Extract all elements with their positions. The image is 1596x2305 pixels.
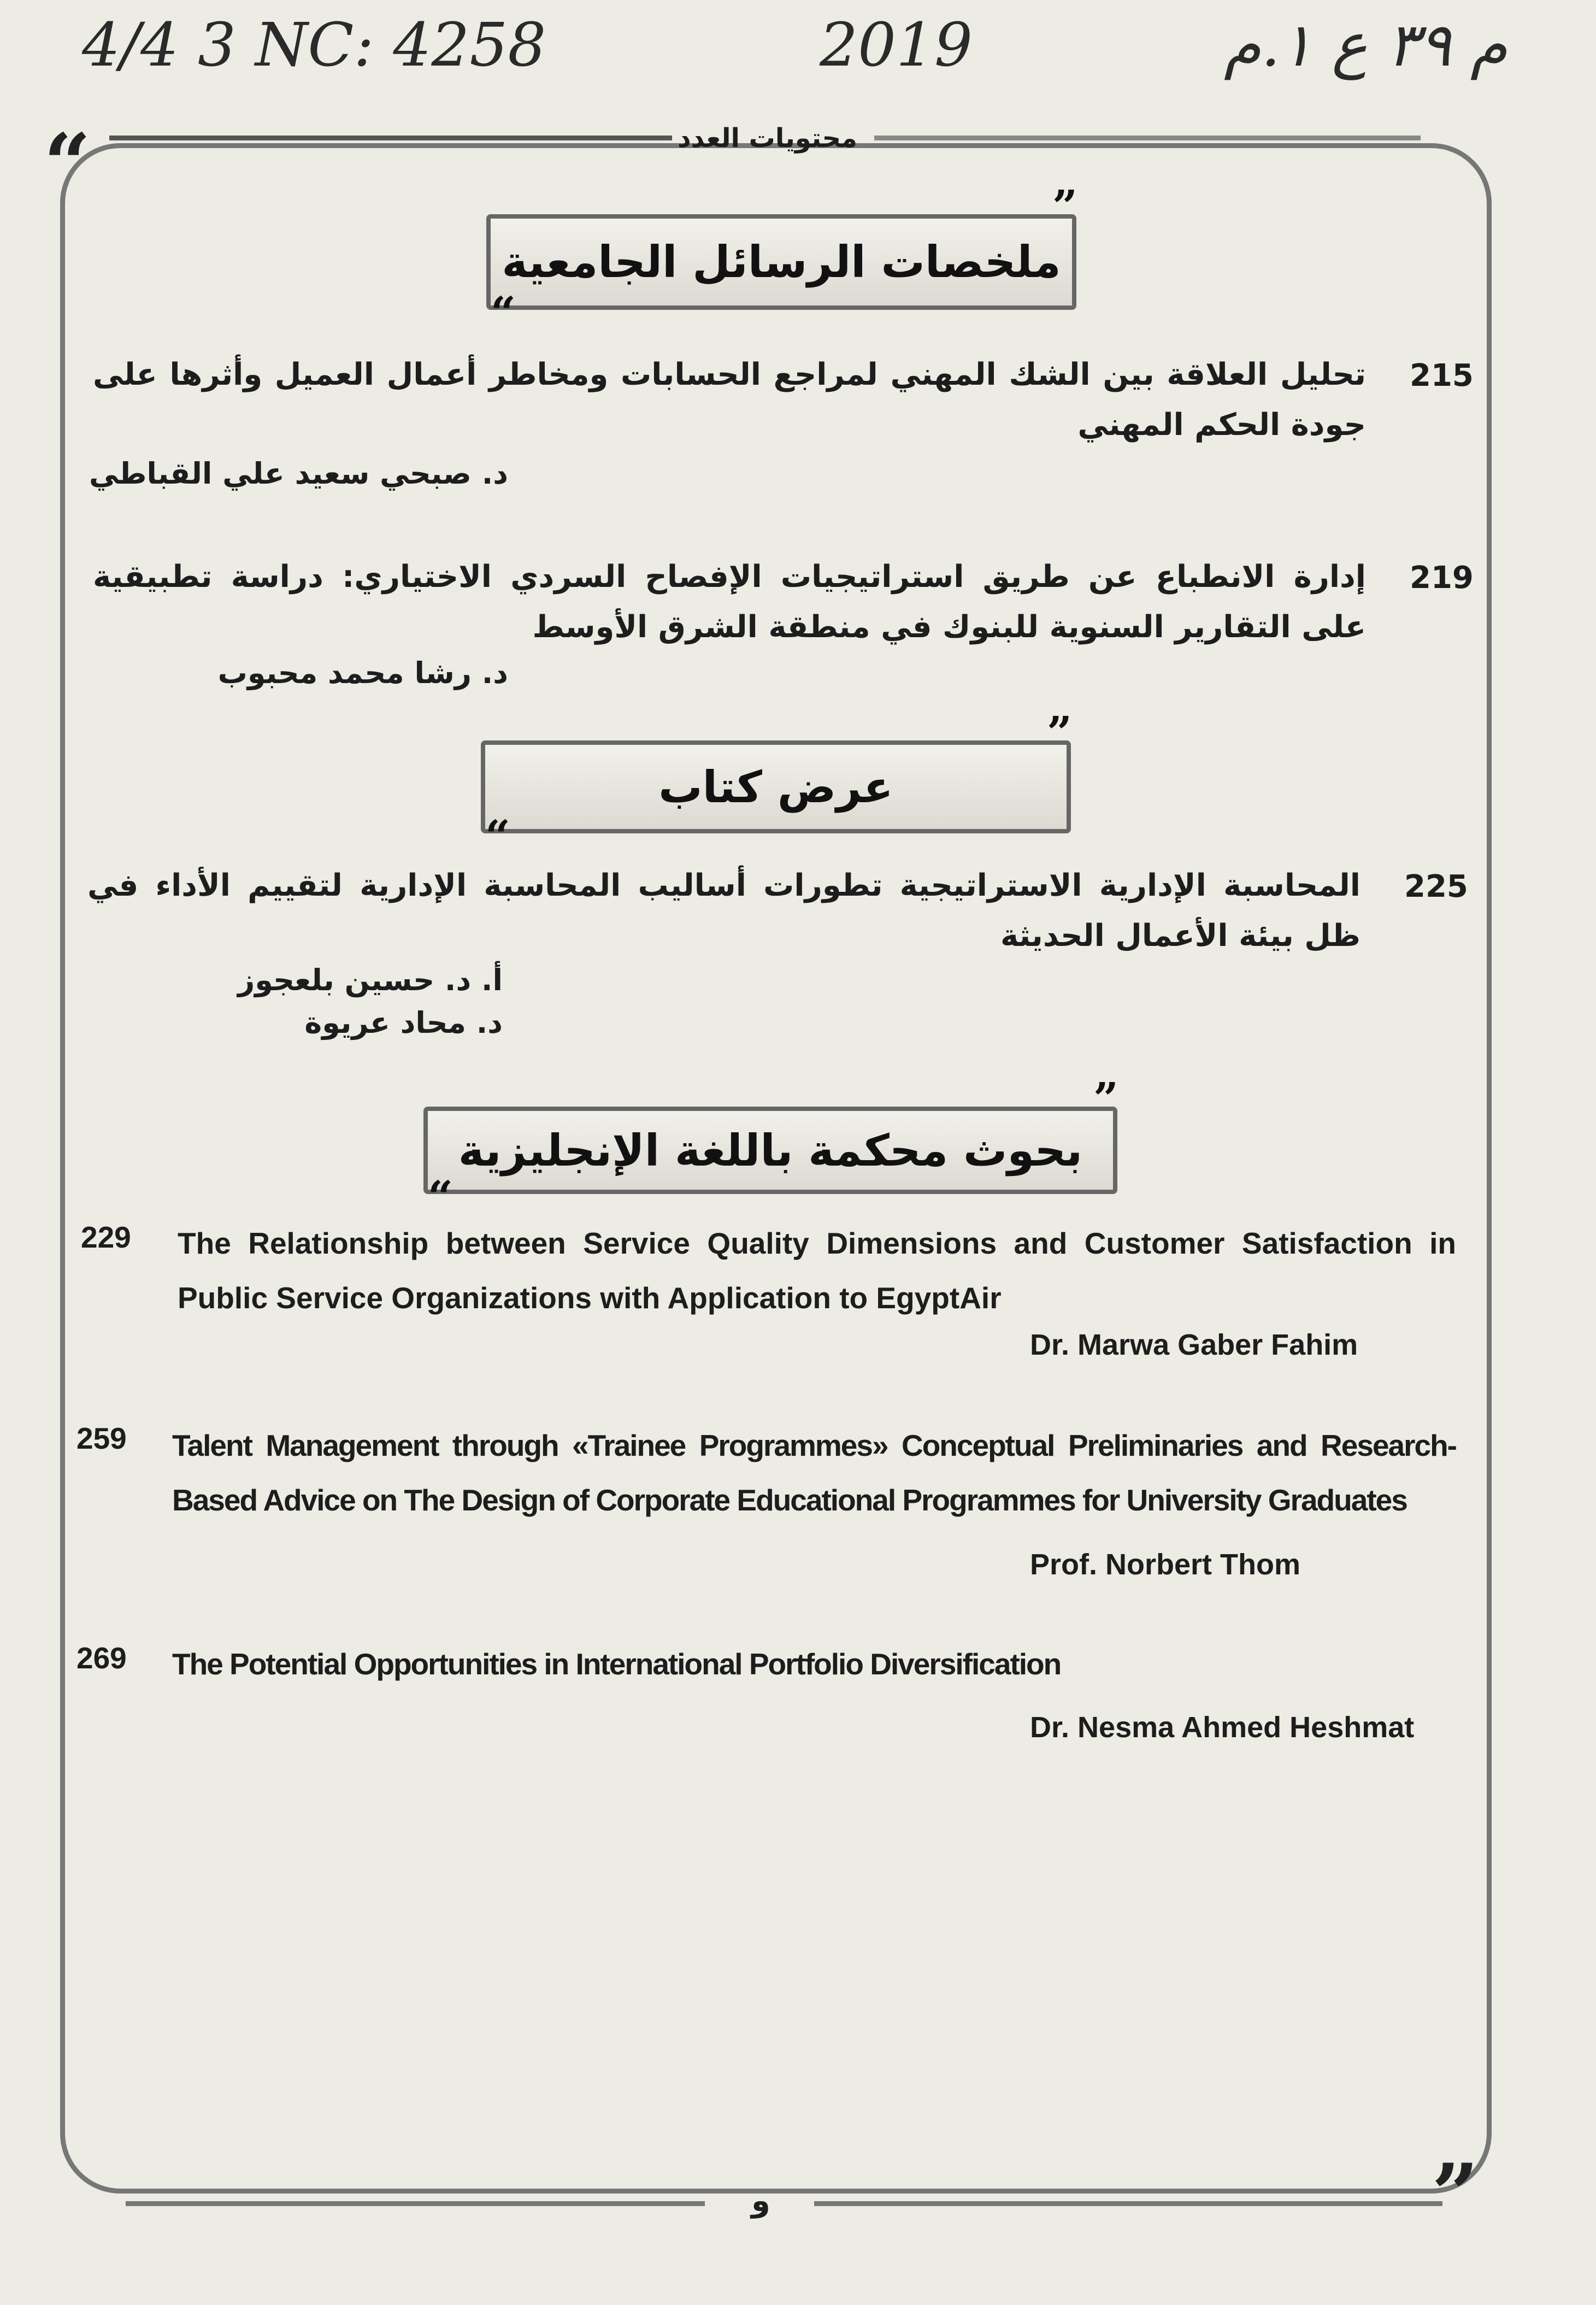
- entry-title: تحليل العلاقة بين الشك المهني لمراجع الحسابات ومخاطر أعمال العميل وأثرها على جودة الحكم المهني: [93, 357, 1366, 443]
- handwritten-reference: 4/4 3 NC: 4258: [82, 10, 546, 80]
- entry-page-number: 259: [76, 1421, 127, 1455]
- entry-title: The Relationship between Service Quality Dimensions and Customer Satisfaction in Public Service Organizations with Application to EgyptAir: [178, 1226, 1456, 1315]
- header-rule-left: [109, 136, 672, 140]
- heading-quote-close: “: [491, 287, 516, 338]
- entry-title: إدارة الانطباع عن طريق استراتيجيات الإفصاح السردي الاختياري: دراسة تطبيقية على التقارير السنوية للبنوك في منطقة الشرق الأوسط: [93, 559, 1366, 645]
- heading-quote-close: “: [428, 1171, 454, 1222]
- header-quote-mark: “: [44, 116, 91, 212]
- footer-quote-mark: ”: [1432, 2146, 1479, 2242]
- entry-page-number: 269: [76, 1641, 127, 1675]
- entry-author: أ. د. حسين بلعجوز: [238, 963, 503, 997]
- footer-rule-left: [126, 2201, 705, 2206]
- heading-quote-close: “: [485, 810, 511, 862]
- section-heading-label: بحوث محكمة باللغة الإنجليزية: [458, 1125, 1083, 1176]
- section-heading-theses: [486, 180, 1077, 338]
- footer-rule-right: [814, 2201, 1442, 2206]
- entry-author: د. صبحي سعيد علي القباطي: [89, 456, 508, 491]
- section-heading-english-research: [423, 1073, 1118, 1222]
- entry-author: Dr. Nesma Ahmed Heshmat: [1030, 1711, 1415, 1744]
- entry-title: The Potential Opportunities in International Portfolio Diversification: [172, 1647, 1061, 1681]
- footer-page-letter: و: [751, 2183, 770, 2219]
- entry-page-number: 215: [1410, 358, 1474, 393]
- header-rule-right: [874, 136, 1421, 140]
- entry-page-number: 219: [1410, 560, 1474, 596]
- entry-author: Dr. Marwa Gaber Fahim: [1030, 1328, 1358, 1361]
- handwritten-volume: م ۳۹ ع ۱.م: [1224, 10, 1507, 80]
- section-heading-label: عرض كتاب: [658, 761, 893, 813]
- heading-quote-open: ”: [1046, 707, 1072, 758]
- entry-author: د. رشا محمد محبوب: [217, 656, 508, 690]
- handwritten-year: 2019: [820, 10, 973, 80]
- page-title: محتويات العدد: [678, 123, 857, 154]
- section-heading-book-review: [481, 707, 1072, 862]
- heading-quote-open: ”: [1052, 180, 1077, 232]
- entry-page-number: 229: [81, 1220, 131, 1254]
- entry-author: د. محاد عريوة: [304, 1006, 503, 1040]
- heading-quote-open: ”: [1093, 1073, 1118, 1124]
- entry-page-number: 225: [1404, 869, 1468, 904]
- section-heading-label: ملخصات الرسائل الجامعية: [502, 237, 1061, 287]
- entry-title: Talent Management through «Trainee Programmes» Conceptual Preliminaries and Research-Based Advice on The Design of Corporate Educational Programmes for University Graduates: [172, 1428, 1456, 1517]
- entry-author: Prof. Norbert Thom: [1030, 1548, 1300, 1581]
- entry-title: المحاسبة الإدارية الاستراتيجية تطورات أساليب المحاسبة الإدارية لتقييم الأداء في ظل بيئة الأعمال الحديثة: [87, 868, 1361, 954]
